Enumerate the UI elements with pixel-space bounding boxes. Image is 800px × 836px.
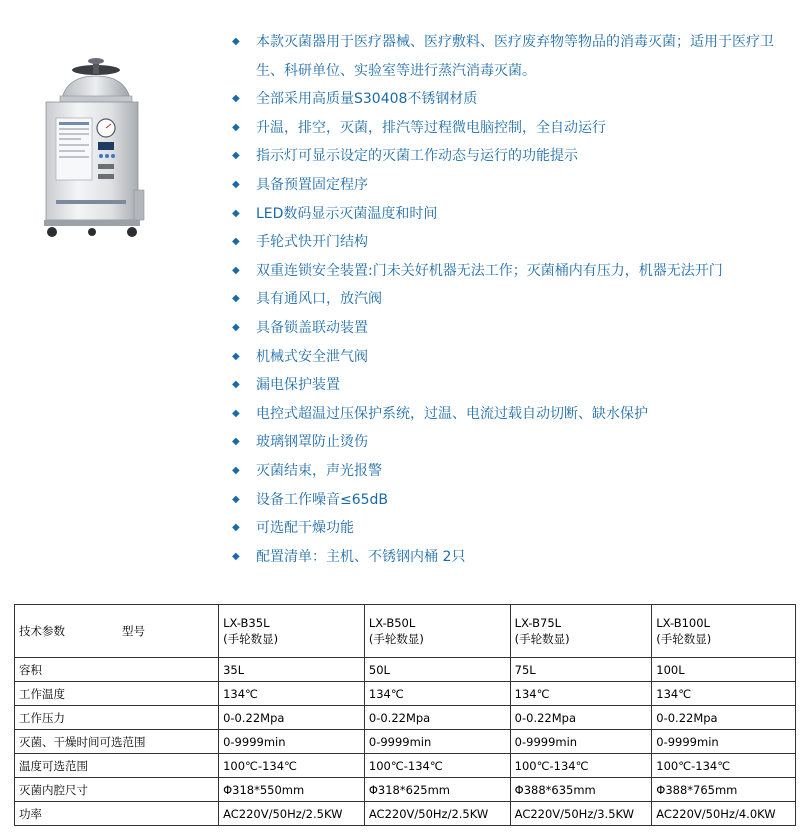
feature-text: 漏电保护装置 [256, 377, 340, 394]
table-cell: AC220V/50Hz/2.5KW [219, 802, 365, 826]
table-cell: 100℃-134℃ [219, 754, 365, 778]
table-cell: Φ388*765mm [652, 778, 796, 802]
table-cell: AC220V/50Hz/3.5KW [510, 802, 652, 826]
feature-text: 本款灭菌器用于医疗器械、医疗敷料、医疗废弃物等物品的消毒灭菌；适用于医疗卫生、科研单位、实验室等进行蒸汽消毒灭菌。 [256, 34, 774, 79]
feature-item [232, 428, 792, 457]
model-header-cell [510, 605, 652, 658]
diamond-bullet-icon: ◆ [232, 350, 240, 362]
diamond-bullet-icon: ◆ [232, 178, 240, 190]
feature-text: 具备锁盖联动装置 [256, 319, 368, 336]
feature-text: 玻璃钢罩防止烫伤 [256, 434, 368, 451]
table-row [15, 658, 796, 682]
diamond-bullet-icon: ◆ [232, 150, 240, 162]
table-cell: Φ318*625mm [364, 778, 510, 802]
table-cell: 50L [364, 658, 510, 682]
diamond-bullet-icon: ◆ [232, 436, 240, 448]
feature-item [232, 28, 792, 85]
feature-item [232, 543, 792, 572]
table-cell: 0-0.22Mpa [652, 706, 796, 730]
feature-list [232, 28, 792, 571]
table-cell: 0-9999min [652, 730, 796, 754]
feature-text: LED数码显示灭菌温度和时间 [256, 205, 438, 222]
diamond-bullet-icon: ◆ [232, 264, 240, 276]
feature-text: 灭菌结束，声光报警 [256, 462, 382, 479]
table-cell: 100L [652, 658, 796, 682]
diamond-bullet-icon: ◆ [232, 464, 240, 476]
table-cell: 0-9999min [510, 730, 652, 754]
feature-item [232, 457, 792, 486]
model-name: LX-B35L [223, 616, 270, 630]
row-label: 功率 [15, 802, 219, 826]
feature-item [232, 314, 792, 343]
feature-item [232, 114, 792, 143]
diamond-bullet-icon: ◆ [232, 550, 240, 562]
feature-item [232, 142, 792, 171]
feature-item [232, 285, 792, 314]
table-cell: 35L [219, 658, 365, 682]
table-cell: 100℃-134℃ [510, 754, 652, 778]
diamond-bullet-icon: ◆ [232, 207, 240, 219]
feature-item [232, 85, 792, 114]
diamond-bullet-icon: ◆ [232, 93, 240, 105]
feature-text: 双重连锁安全装置:门未关好机器无法工作；灭菌桶内有压力，机器无法开门 [256, 262, 723, 279]
table-row [15, 754, 796, 778]
feature-text: 具有通风口，放汽阀 [256, 291, 382, 308]
feature-item [232, 171, 792, 200]
row-label: 温度可选范围 [15, 754, 219, 778]
model-header-cell [364, 605, 510, 658]
diamond-bullet-icon: ◆ [232, 493, 240, 505]
feature-text: 全部采用高质量S30408不锈钢材质 [256, 91, 478, 108]
diamond-bullet-icon: ◆ [232, 293, 240, 305]
table-cell: 0-0.22Mpa [510, 706, 652, 730]
model-name: LX-B100L [656, 616, 710, 630]
table-cell: 0-9999min [219, 730, 365, 754]
table-row [15, 706, 796, 730]
table-cell: Φ318*550mm [219, 778, 365, 802]
table-cell: 100℃-134℃ [652, 754, 796, 778]
table-row [15, 682, 796, 706]
feature-item [232, 200, 792, 229]
diamond-bullet-icon: ◆ [232, 36, 240, 47]
feature-text: 具备预置固定程序 [256, 176, 368, 193]
row-label: 工作压力 [15, 706, 219, 730]
sterilizer-product-image [38, 40, 150, 240]
feature-text: 电控式超温过压保护系统，过温、电流过载自动切断、缺水保护 [256, 405, 648, 422]
spec-table [14, 604, 796, 826]
feature-text: 配置清单：主机、不锈钢内桶 2只 [256, 548, 466, 565]
model-name: LX-B50L [368, 616, 416, 630]
diamond-bullet-icon: ◆ [232, 522, 240, 534]
header-label-cell [15, 605, 219, 658]
feature-item [232, 228, 792, 257]
feature-text: 升温，排空，灭菌，排汽等过程微电脑控制，全自动运行 [256, 119, 606, 136]
diamond-bullet-icon: ◆ [232, 407, 240, 419]
feature-text: 设备工作噪音≤65dB [256, 491, 389, 508]
table-cell: 100℃-134℃ [364, 754, 510, 778]
table-cell: 134℃ [364, 682, 510, 706]
row-label: 灭菌、干燥时间可选范围 [15, 730, 219, 754]
model-header-cell [219, 605, 365, 658]
feature-item [232, 400, 792, 429]
feature-item [232, 371, 792, 400]
table-cell: 134℃ [219, 682, 365, 706]
table-cell: 134℃ [510, 682, 652, 706]
spec-table-header-row [15, 605, 796, 658]
model-sub: (手轮数显) [368, 632, 424, 646]
model-name: LX-B75L [514, 616, 562, 630]
table-row [15, 802, 796, 826]
table-cell: Φ388*635mm [510, 778, 652, 802]
feature-item [232, 486, 792, 515]
row-label: 灭菌内腔尺寸 [15, 778, 219, 802]
feature-text: 机械式安全泄气阀 [256, 348, 368, 365]
diamond-bullet-icon: ◆ [232, 121, 240, 133]
diamond-bullet-icon: ◆ [232, 236, 240, 248]
diamond-bullet-icon: ◆ [232, 379, 240, 391]
model-sub: (手轮数显) [656, 632, 712, 646]
table-cell: 134℃ [652, 682, 796, 706]
model-sub: (手轮数显) [223, 632, 279, 646]
feature-item [232, 514, 792, 543]
feature-text: 指示灯可显示设定的灭菌工作动态与运行的功能提示 [256, 148, 578, 165]
table-cell: 0-0.22Mpa [364, 706, 510, 730]
feature-text: 可选配干燥功能 [256, 520, 354, 537]
model-sub: (手轮数显) [514, 632, 570, 646]
table-cell: 75L [510, 658, 652, 682]
row-label: 工作温度 [15, 682, 219, 706]
row-label: 容积 [15, 658, 219, 682]
table-row [15, 730, 796, 754]
table-cell: AC220V/50Hz/2.5KW [364, 802, 510, 826]
model-header-cell [652, 605, 796, 658]
header-label-model: 型号 [122, 624, 145, 638]
table-cell: 0-9999min [364, 730, 510, 754]
feature-item [232, 343, 792, 372]
header-label-params: 技术参数 [19, 624, 65, 638]
diamond-bullet-icon: ◆ [232, 321, 240, 333]
feature-text: 手轮式快开门结构 [256, 234, 368, 251]
table-cell: AC220V/50Hz/4.0KW [652, 802, 796, 826]
table-cell: 0-0.22Mpa [219, 706, 365, 730]
table-row [15, 778, 796, 802]
feature-item [232, 257, 792, 286]
